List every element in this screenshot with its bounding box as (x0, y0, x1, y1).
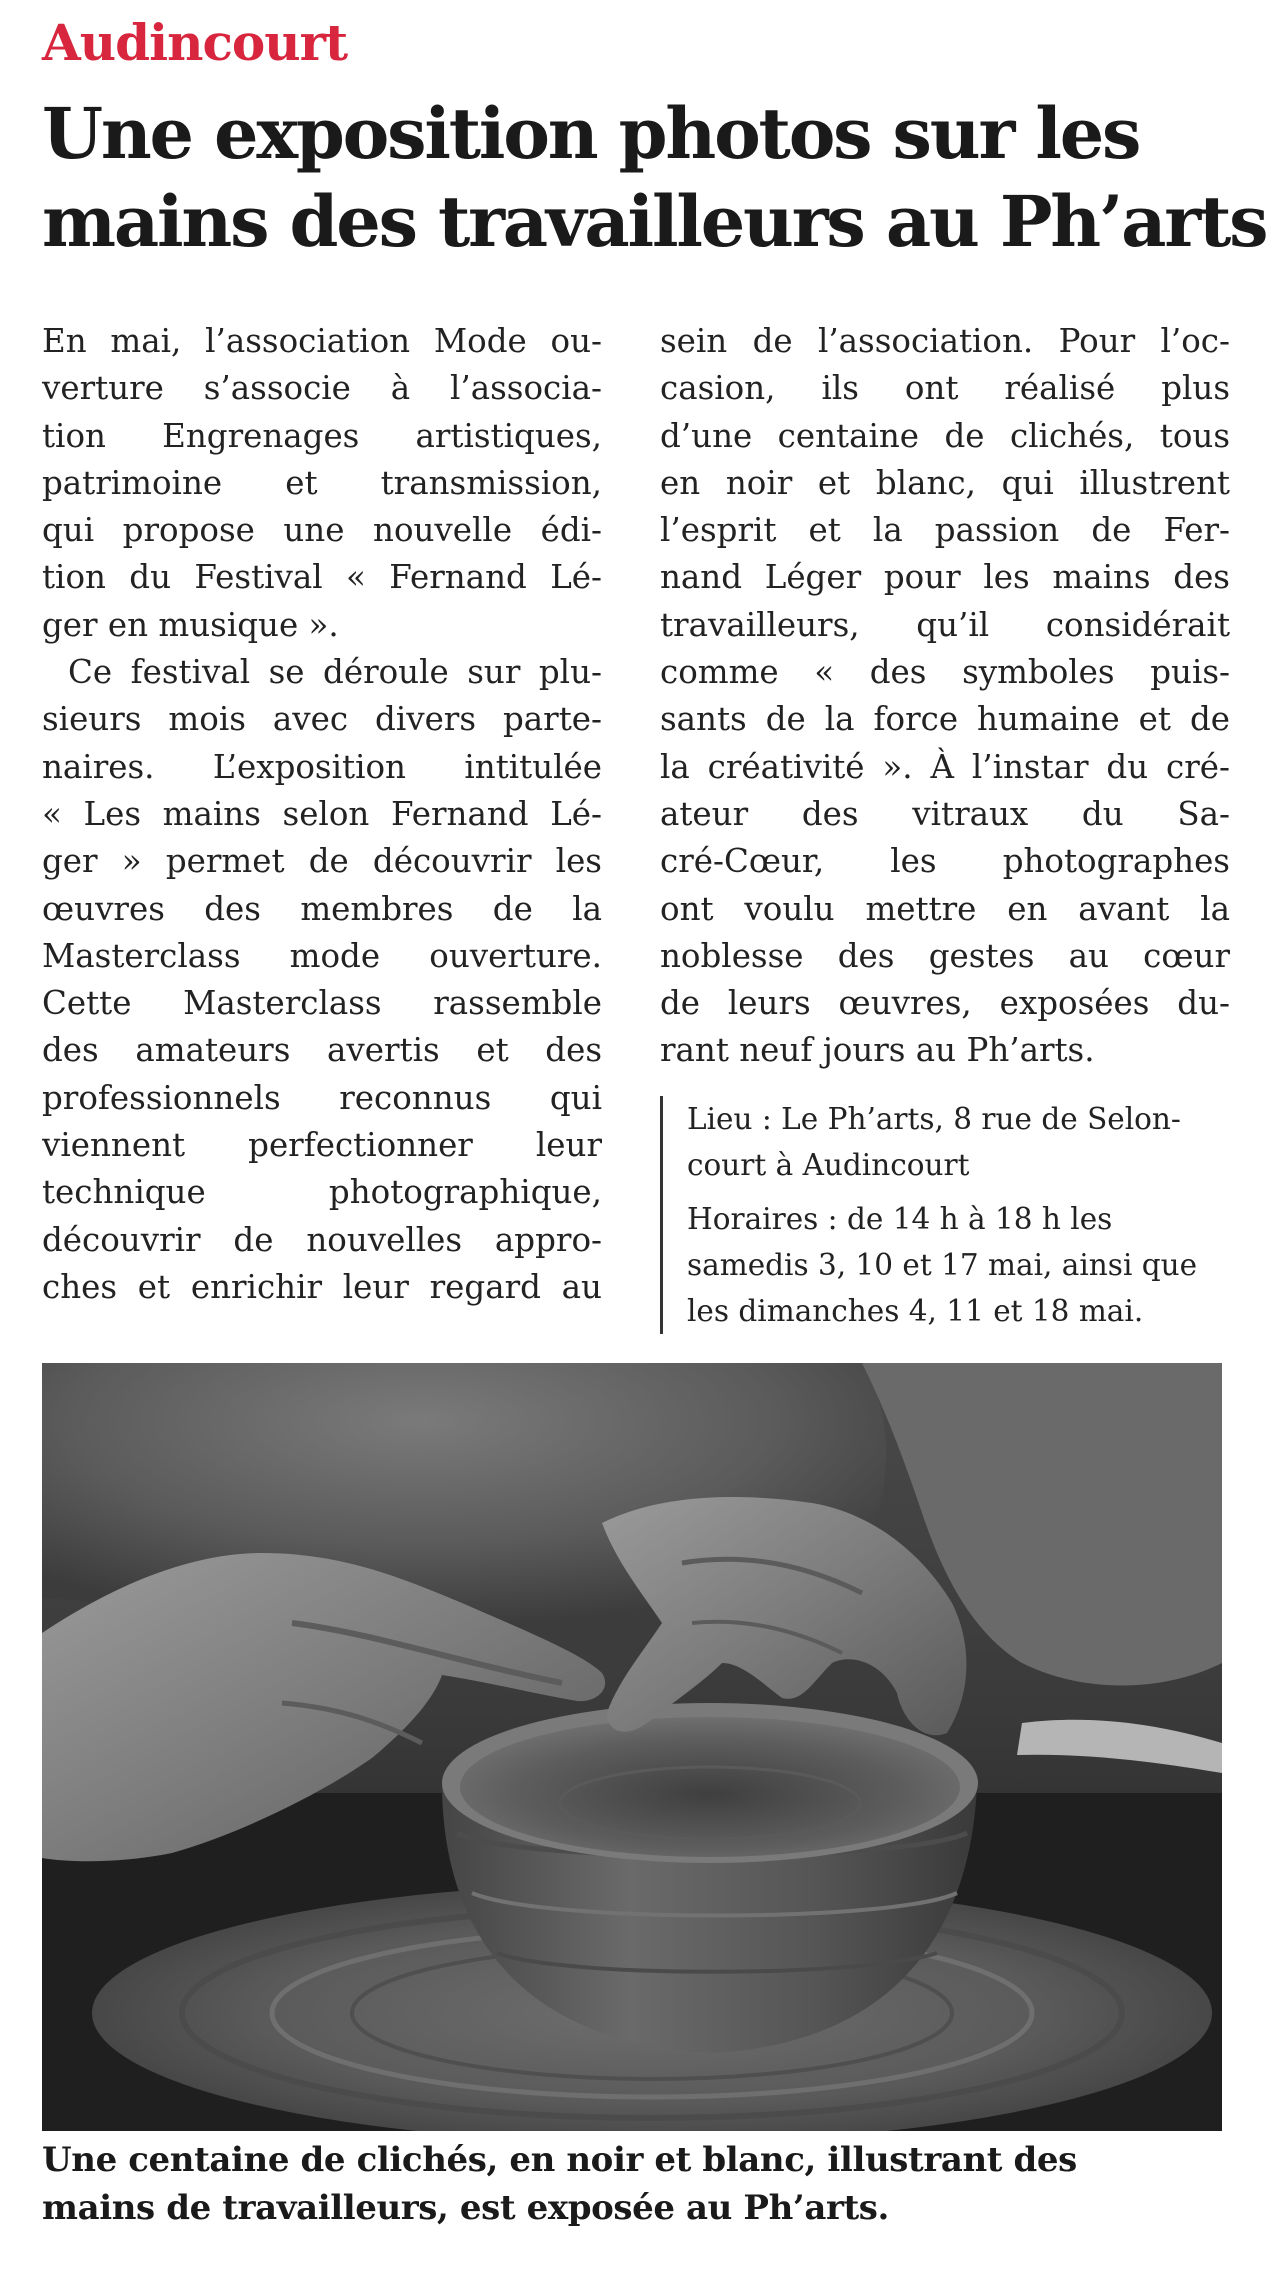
body-line: en noir et blanc, qui illustrent (660, 463, 1230, 502)
body-line: noblesse des gestes au cœur (660, 936, 1230, 975)
body-line: professionnels reconnus qui (42, 1078, 602, 1117)
article-headline (42, 90, 1267, 266)
body-line: Cette Masterclass rassemble (42, 984, 602, 1023)
body-line: travailleurs, qu’il considérait (660, 605, 1230, 644)
body-line: ger en musique ». (42, 605, 339, 644)
body-line: verture s’associe à l’associa- (42, 369, 602, 408)
pottery-photo (42, 1363, 1222, 2131)
info-hours-line: samedis 3, 10 et 17 mai, ainsi que (687, 1248, 1198, 1282)
body-line: En mai, l’association Mode ou- (42, 322, 602, 360)
body-line: l’esprit et la passion de Fer- (660, 511, 1230, 550)
body-line: des amateurs avertis et des (42, 1031, 602, 1070)
body-line: comme « des symboles puis- (660, 653, 1230, 692)
body-line: cré-Cœur, les photographes (660, 842, 1230, 881)
body-line: la créativité ». À l’instar du cré- (660, 747, 1230, 786)
body-line: sein de l’association. Pour l’oc- (660, 322, 1230, 360)
body-line: de leurs œuvres, exposées du- (660, 984, 1230, 1023)
body-line: qui propose une nouvelle édi- (42, 511, 602, 550)
body-line: d’une centaine de clichés, tous (660, 416, 1230, 455)
practical-info-box (660, 1096, 1230, 1334)
body-line: sieurs mois avec divers parte- (42, 700, 602, 739)
body-line: patrimoine et transmission, (42, 463, 602, 502)
body-line: « Les mains selon Fernand Lé- (42, 794, 602, 833)
body-line: Ce festival se déroule sur plu- (68, 653, 602, 692)
body-line: œuvres des membres de la (42, 889, 602, 928)
body-column-right (660, 318, 1230, 1075)
photo-caption (42, 2136, 1242, 2232)
body-line: ateur des vitraux du Sa- (660, 794, 1230, 833)
body-line: découvrir de nouvelles appro- (42, 1220, 602, 1259)
headline-line: mains des travailleurs au Ph’arts (42, 180, 1267, 263)
body-line: technique photographique, (42, 1173, 602, 1212)
info-location-line: court à Audincourt (687, 1148, 970, 1182)
info-hours-line: Horaires : de 14 h à 18 h les (687, 1202, 1113, 1236)
body-column-left (42, 318, 602, 1311)
info-location-line: Lieu : Le Ph’arts, 8 rue de Selon- (687, 1102, 1181, 1136)
info-hours-line: les dimanches 4, 11 et 18 mai. (687, 1294, 1144, 1328)
body-line: Masterclass mode ouverture. (42, 936, 602, 975)
body-line: ger » permet de découvrir les (42, 842, 602, 881)
section-kicker: Audincourt (42, 13, 348, 72)
body-line: rant neuf jours au Ph’arts. (660, 1031, 1095, 1070)
body-line: tion Engrenages artistiques, (42, 416, 602, 455)
body-line: tion du Festival « Fernand Lé- (42, 558, 602, 597)
body-line: viennent perfectionner leur (42, 1126, 602, 1165)
body-line: naires. L’exposition intitulée (42, 747, 602, 786)
caption-line: Une centaine de clichés, en noir et blanc, illustrant des (42, 2140, 1077, 2180)
headline-line: Une exposition photos sur les (42, 92, 1140, 175)
body-line: nand Léger pour les mains des (660, 558, 1230, 597)
body-line: ches et enrichir leur regard au (42, 1267, 602, 1306)
body-line: ont voulu mettre en avant la (660, 889, 1230, 928)
body-line: sants de la force humaine et de (660, 700, 1230, 739)
caption-line: mains de travailleurs, est exposée au Ph’arts. (42, 2188, 889, 2228)
body-line: casion, ils ont réalisé plus (660, 369, 1230, 408)
pottery-illustration (42, 1363, 1222, 2131)
info-spacer (687, 1188, 1230, 1196)
